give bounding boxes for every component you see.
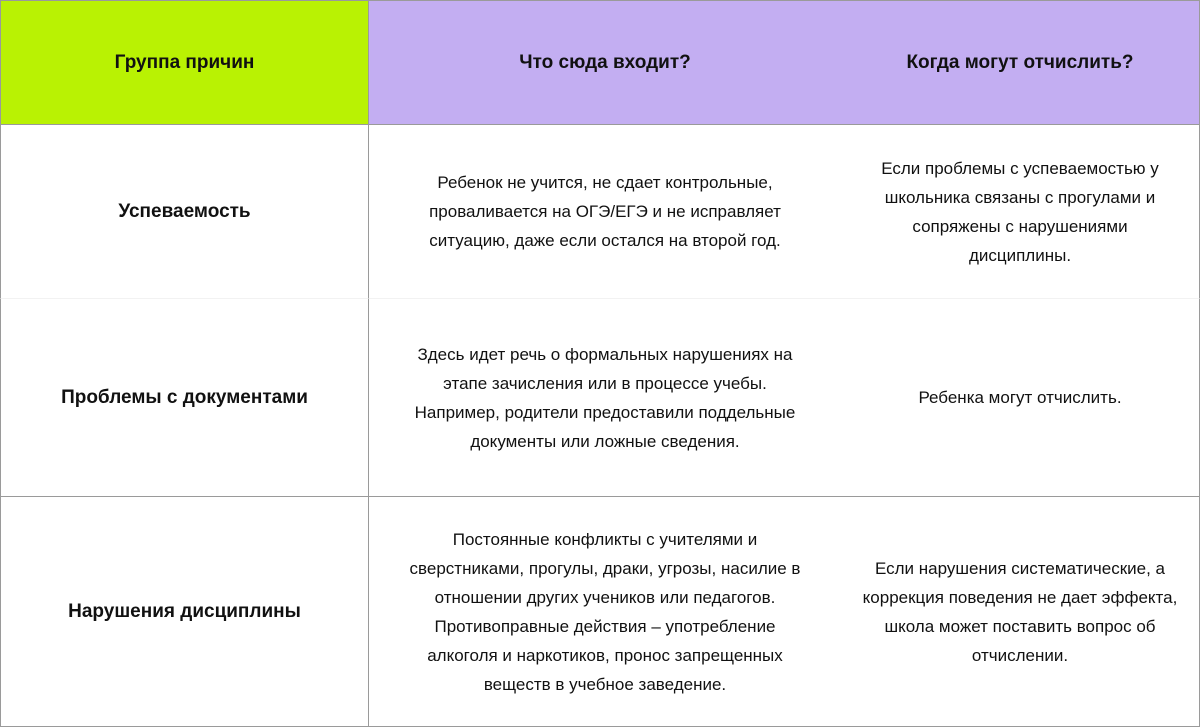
header-right	[369, 0, 1200, 125]
table-row-2	[369, 299, 1200, 497]
table-row-1	[369, 125, 1200, 299]
header-includes-label: Что сюда входит?	[519, 51, 691, 73]
header-includes-cell	[369, 1, 841, 124]
table-row-group-1	[0, 125, 369, 299]
row-group-label: Нарушения дисциплины	[68, 600, 301, 622]
table-row-3	[369, 497, 1200, 727]
header-when-label: Когда могут отчислить?	[906, 51, 1134, 73]
row-when-text: Если нарушения систематические, а коррекция поведения не дает эффекта, школа может поставить вопрос об отчислении.	[862, 558, 1178, 665]
row-when-text: Если проблемы с успеваемостью у школьника связаны с прогулами и сопряжены с нарушениями дисциплины.	[881, 158, 1159, 265]
row-group-label: Проблемы с документами	[61, 386, 308, 408]
row-when-text: Ребенка могут отчислить.	[918, 388, 1122, 407]
header-group-label: Группа причин	[114, 51, 255, 73]
row-includes-text: Постоянные конфликты с учителями и сверстниками, прогулы, драки, угрозы, насилие в отношении других учеников или педагогов. Противоправные действия – употребление алкоголя и наркотиков, пронос запрещенных веществ в учебное заведение.	[409, 529, 801, 694]
header-group-cell	[0, 0, 369, 125]
table-row-group-3	[0, 497, 369, 727]
table-row-group-2	[0, 299, 369, 497]
row-includes-text: Ребенок не учится, не сдает контрольные, проваливается на ОГЭ/ЕГЭ и не исправляет ситуацию, даже если остался на второй год.	[429, 173, 781, 250]
header-when-cell	[841, 1, 1199, 124]
row-group-label: Успеваемость	[118, 200, 251, 222]
row-includes-text: Здесь идет речь о формальных нарушениях на этапе зачисления или в процессе учебы. Например, родители предоставили поддельные документы или ложные сведения.	[414, 344, 796, 451]
